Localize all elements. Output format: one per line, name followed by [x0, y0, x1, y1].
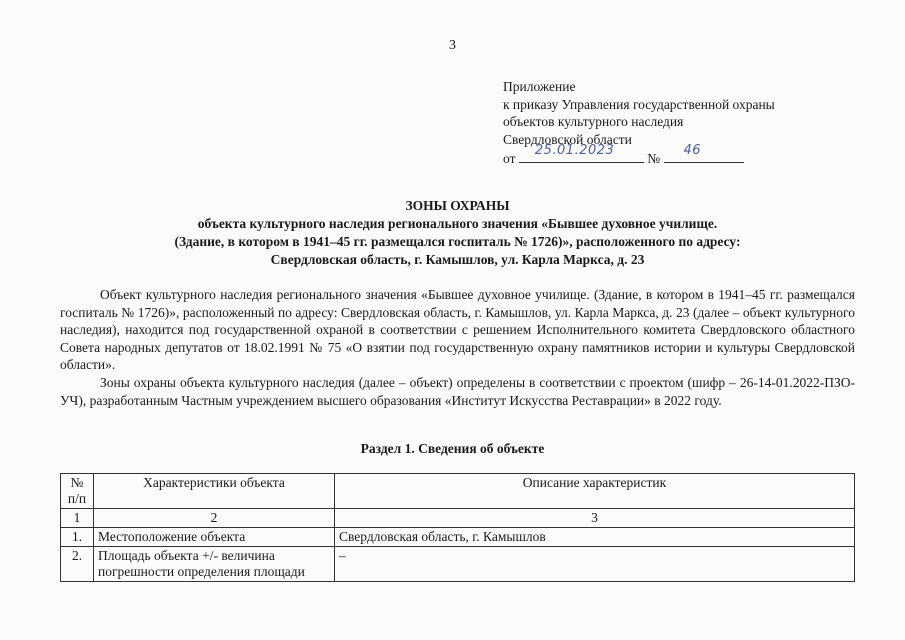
row-characteristic: Площадь объекта +/- величина погрешности определения площади — [94, 547, 335, 582]
appendix-line: Свердловской области — [503, 131, 632, 147]
header-cell-description: Описание характеристик — [335, 474, 855, 509]
body-text — [60, 286, 855, 409]
table-header-row — [61, 474, 855, 509]
header-cell-number: № п/п — [61, 474, 94, 509]
table-row — [61, 547, 855, 582]
appendix-block — [503, 78, 775, 168]
column-number: 1 — [61, 509, 94, 528]
row-description: – — [335, 547, 855, 582]
column-number-row — [61, 509, 855, 528]
row-number: 1. — [61, 528, 94, 547]
paragraph: Объект культурного наследия регионального значения «Бывшее духовное училище. (Здание, в котором в 1941–45 гг. размещался госпиталь № 1726)», расположенный по адресу: Свердловская область, г. Камышлов, ул. Карла Маркса, д. 23 (далее – объект культурного наследия), находится под государственной охраной в соответствии с решением Исполнительного комитета Свердловского областного Совета народных депутатов от 18.02.1991 № 75 «О взятии под государственную охрану памятников истории и культуры Свердловской области». — [60, 287, 855, 373]
title-line: объекта культурного наследия регионального значения «Бывшее духовное училище. — [197, 216, 718, 231]
appendix-line: объектов культурного наследия — [503, 114, 684, 129]
section-title: Раздел 1. Сведения об объекте — [360, 441, 545, 456]
number-field — [664, 143, 744, 163]
appendix-line: Приложение — [503, 79, 576, 94]
appendix-line: к приказу Управления государственной охраны — [503, 96, 775, 112]
column-number: 2 — [94, 509, 335, 528]
row-characteristic: Местоположение объекта — [94, 528, 335, 547]
table-row — [61, 528, 855, 547]
title-line: Свердловская область, г. Камышлов, ул. Карла Маркса, д. 23 — [270, 252, 645, 267]
title-line: (Здание, в котором в 1941–45 гг. размещался госпиталь № 1726)», расположенного по адресу: — [174, 234, 741, 249]
date-prefix: от — [503, 151, 516, 166]
handwritten-date: 25.01.2023 — [534, 143, 615, 158]
row-number: 2. — [61, 547, 94, 582]
column-number: 3 — [335, 509, 855, 528]
page-number: 3 — [449, 38, 456, 53]
row-description: Свердловская область, г. Камышлов — [335, 528, 855, 547]
header-cell-characteristic: Характеристики объекта — [94, 474, 335, 509]
date-field — [519, 143, 644, 163]
object-info-table — [60, 473, 855, 582]
document-title — [60, 197, 855, 269]
title-line: ЗОНЫ ОХРАНЫ — [405, 198, 510, 213]
paragraph: Зоны охраны объекта культурного наследия (далее – объект) определены в соответствии с проектом (шифр – 26-14-01.2022-ПЗО-УЧ), разработанным Частным учреждением высшего образования «Институт Искусства Реставрации» в 2022 году. — [60, 374, 855, 408]
number-prefix: № — [647, 151, 661, 166]
order-date-number-line — [503, 143, 775, 168]
handwritten-number: 46 — [683, 143, 702, 158]
